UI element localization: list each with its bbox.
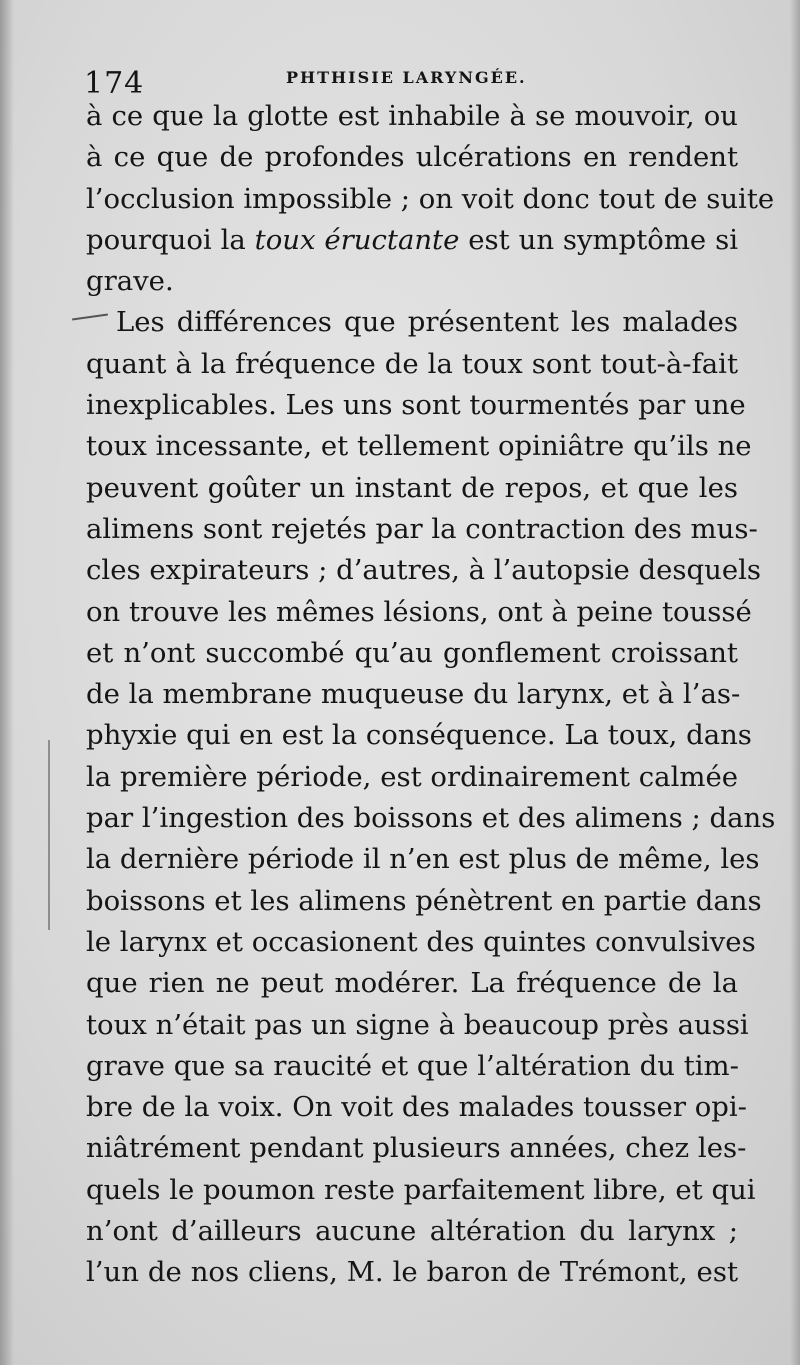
text-line: à ce que de profondes ulcérations en rendent xyxy=(86,141,738,174)
italic-phrase: toux éructante xyxy=(254,223,460,256)
text-line: la dernière période il n’en est plus de même, les xyxy=(86,843,760,876)
text-line: Les différences que présentent les malades xyxy=(116,306,738,339)
text-line: grave que sa raucité et que l’altération du tim- xyxy=(86,1049,739,1082)
text-line: inexplicables. Les uns sont tourmentés par une xyxy=(86,389,746,422)
text-line: alimens sont rejetés par la contraction des mus- xyxy=(86,512,758,545)
text-line: bre de la voix. On voit des malades tousser opi- xyxy=(86,1091,747,1124)
text-line: toux incessante, et tellement opiniâtre qu’ils ne xyxy=(86,430,752,463)
text-line: boissons et les alimens pénètrent en partie dans xyxy=(86,884,762,917)
text-line: et n’ont succombé qu’au gonflement croissant xyxy=(86,636,738,669)
text-line: cles expirateurs ; d’autres, à l’autopsie desquels xyxy=(86,554,762,587)
text-line: que rien ne peut modérer. La fréquence de la xyxy=(86,967,738,1000)
text-line: de la membrane muqueuse du larynx, et à l’as- xyxy=(86,678,741,711)
text-line: quant à la fréquence de la toux sont tout-à-fait xyxy=(86,347,738,380)
text-line: l’un de nos cliens, M. le baron de Trémont, est xyxy=(86,1256,738,1289)
text-line: toux n’était pas un signe à beaucoup près aussi xyxy=(86,1008,749,1041)
text-line: pourquoi la toux éructante est un symptôme si xyxy=(86,223,738,256)
pencil-margin-rule xyxy=(48,740,50,930)
text-line: on trouve les mêmes lésions, ont à peine toussé xyxy=(86,595,752,628)
page-number: 174 xyxy=(84,66,145,101)
page-shadow-right xyxy=(790,0,800,1365)
text-line: phyxie qui en est la conséquence. La toux, dans xyxy=(86,719,752,752)
page-shadow-left xyxy=(0,0,14,1365)
text-line: n’ont d’ailleurs aucune altération du larynx ; xyxy=(86,1215,738,1248)
text-line: par l’ingestion des boissons et des alimens ; dans xyxy=(86,802,776,835)
text-line: peuvent goûter un instant de repos, et que les xyxy=(86,471,738,504)
text-line: à ce que la glotte est inhabile à se mouvoir, ou xyxy=(86,100,738,132)
text-line: grave. xyxy=(86,265,174,298)
body-text xyxy=(86,96,776,1294)
text-line: la première période, est ordinairement calmée xyxy=(86,760,738,793)
text-line: le larynx et occasionent des quintes convulsives xyxy=(86,925,756,958)
text-line: niâtrément pendant plusieurs années, chez les- xyxy=(86,1132,747,1165)
text-line: quels le poumon reste parfaitement libre, et qui xyxy=(86,1173,756,1206)
running-head: PHTHISIE LARYNGÉE. xyxy=(286,68,527,87)
text-line: l’occlusion impossible ; on voit donc tout de suite xyxy=(86,182,775,215)
